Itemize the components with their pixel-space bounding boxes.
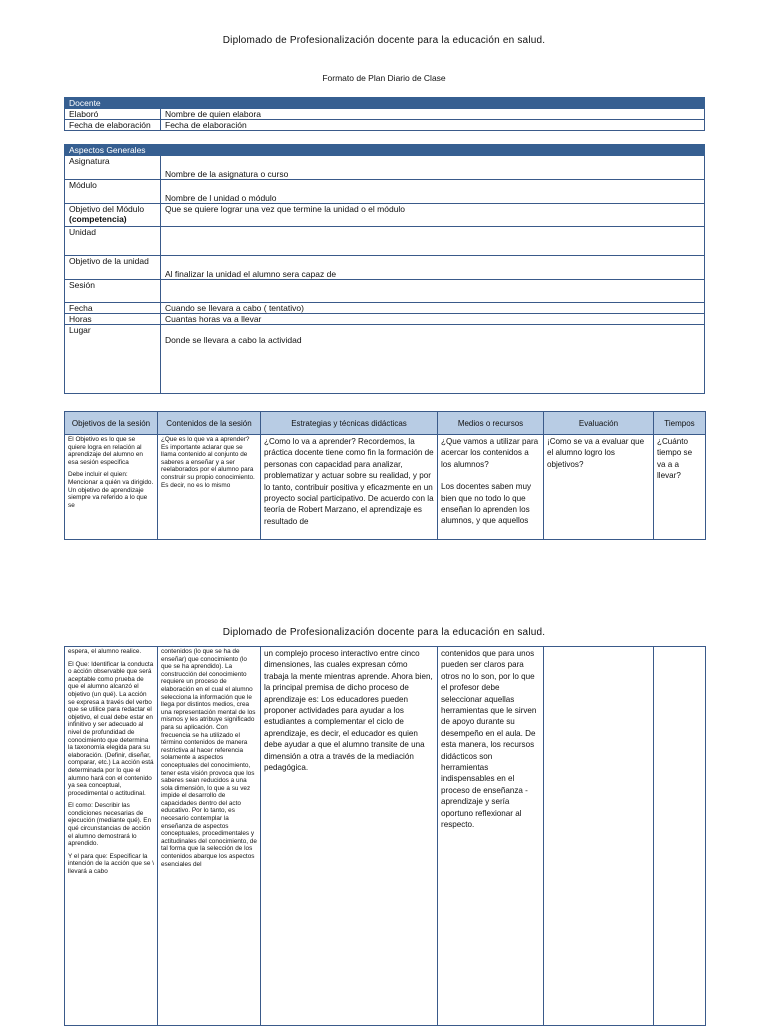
p1-medios-para-2: Los docentes saben muy bien que no todo lo que enseñan lo aprenden los alumnos, y que aquellos bbox=[441, 482, 531, 526]
page-header-title: Diplomado de Profesionalización docente para la educación en salud. bbox=[222, 35, 546, 46]
objetivo-unidad-value: Al finalizar la unidad el alumno sera capaz de bbox=[161, 256, 705, 280]
plan-table-page2 bbox=[64, 646, 706, 1026]
objetivo-modulo-label bbox=[65, 204, 161, 227]
p2-medios-cell bbox=[438, 647, 544, 1026]
elaboro-value: Nombre de quien elabora bbox=[161, 109, 705, 120]
p1-objetivos-para-1: El Objetivo es lo que se quiere logra en relación al aprendizaje del alumno en esa sesión especifica bbox=[68, 436, 143, 466]
header-objetivos: Objetivos de la sesión bbox=[65, 412, 158, 435]
p1-evaluacion-text: ¡Como se va a evaluar que el alumno logro los objetivos? bbox=[547, 437, 645, 469]
unidad-label: Unidad bbox=[65, 227, 161, 256]
p2-evaluacion-text bbox=[547, 648, 650, 1024]
p2-contenidos-cell bbox=[158, 647, 261, 1026]
p1-contenidos-text: ¿Que es lo que va a aprender? Es importante aclarar que se llama contenido al conjunto de saberes a enseñar y a ser reelaborados por el alumno para construir su propio conocimiento. Es decir, no es lo mismo bbox=[161, 436, 255, 489]
asignatura-value: Nombre de la asignatura o curso bbox=[161, 156, 705, 180]
p1-tiempos-cell bbox=[654, 435, 706, 540]
p2-estrategias-cell bbox=[261, 647, 438, 1026]
p1-medios-para-1: ¿Que vamos a utilizar para acercar los contenidos a los alumnos? bbox=[441, 437, 539, 469]
p1-estrategias-cell bbox=[261, 435, 438, 540]
docente-section-header: Docente bbox=[65, 98, 705, 109]
objetivo-modulo-label-line2: (competencia) bbox=[69, 214, 127, 224]
p1-estrategias-text: ¿Como lo va a aprender? Recordemos, la práctica docente tiene como fin la formación de personas con capacidad para analizar, problematizar y actuar sobre su realidad, y por lo tanto, contribuir positiva y eficazmente en un proyecto social participativo. De acuerdo con la teoría de Robert Marzano, el aprendizaje es resultado de bbox=[264, 437, 434, 526]
docente-table bbox=[64, 97, 705, 131]
fecha-label: Fecha bbox=[65, 303, 161, 314]
p2-tiempos-cell bbox=[654, 647, 706, 1026]
fecha-value: Cuando se llevara a cabo ( tentativo) bbox=[161, 303, 705, 314]
p1-medios-cell bbox=[438, 435, 544, 540]
fecha-elaboracion-value: Fecha de elaboración bbox=[161, 120, 705, 131]
unidad-value bbox=[161, 227, 705, 256]
lugar-value: Donde se llevara a cabo la actividad bbox=[161, 325, 705, 394]
p2-contenidos-text: contenidos (lo que se ha de enseñar) que conocimiento (lo que se ha aprendido). La construcción del conocimiento requiere un proceso de elaboración en el cual el alumno selecciona la información que le llega por distintos medios, crea una representación mental de los mismos y les atribuye significado para su aplicación. Con frecuencia se ha utilizado el término contenidos de manera restrictiva al hacer referencia solamente a aspectos conceptuales del conocimiento, tener esta visión provoca que los saberes sean reducidos a una sola dimensión, lo que a su vez impide el desarrollo de capacidades dentro del acto educativo. Por lo tanto, es necesario contemplar la enseñanza de aspectos conceptuales, procedimentales y actitudinales del conocimiento, de tal forma que la selección de los contenidos abarque los aspectos esenciales del bbox=[161, 648, 257, 868]
objetivo-modulo-value: Que se quiere lograr una vez que termine la unidad o el módulo bbox=[161, 204, 705, 227]
aspectos-generales-table bbox=[64, 144, 705, 394]
objetivo-unidad-label: Objetivo de la unidad bbox=[65, 256, 161, 280]
p1-evaluacion-cell bbox=[544, 435, 654, 540]
modulo-label: Módulo bbox=[65, 180, 161, 204]
p1-objetivos-para-2: Debe incluir el quien: Mencionar a quién va dirigido. Un objetivo de aprendizaje siempre va referido a lo que se bbox=[68, 471, 154, 509]
horas-label: Horas bbox=[65, 314, 161, 325]
lugar-label: Lugar bbox=[65, 325, 161, 394]
horas-value: Cuantas horas va a llevar bbox=[161, 314, 705, 325]
p2-objetivos-cell bbox=[65, 647, 158, 1026]
p2-objetivos-para-1: espera, el alumno realice. bbox=[68, 648, 142, 655]
p2-objetivos-para-2: El Que: Identificar la conducta o acción observable que será aceptable como prueba de que el alumno alcanzó el objetivo (un qué). La acción se expresa a través del verbo que se utilice para redactar el objetivo, el cual debe estar en infinitivo y ser adecuado al nivel de profundidad de conocimiento que determina la taxonomía elegida para su elaboración. (Definir, diseñar, comparar, etc.) La acción está determinada por lo que el alumno hará con el contenido ya sea conceptual, procedimental o actitudinal. bbox=[68, 660, 154, 797]
p1-tiempos-text: ¿Cuánto tiempo se va a a llevar? bbox=[657, 437, 693, 481]
fecha-elaboracion-label: Fecha de elaboración bbox=[65, 120, 161, 131]
sesion-label: Sesión bbox=[65, 280, 161, 303]
p2-objetivos-para-3: El como: Describir las condiciones necesarias de ejecución (mediante qué). En qué circunstancias de acción el alumno demostrará lo aprendido. bbox=[68, 802, 152, 848]
p2-estrategias-text: un complejo proceso interactivo entre cinco dimensiones, las cuales expresan cómo trabaja la mente mientras aprende. Ahora bien, la principal premisa de dicho proceso de aprendizaje es: Los educadores pueden proponer actividades para ayudar a los estudiantes a complementar el ciclo de aprendizaje, es decir, el educador es quien debe ayudar a que el alumno transite de una dimensión a otra a través de la mediación pedagógica. bbox=[264, 649, 433, 773]
objetivo-modulo-label-line1: Objetivo del Módulo bbox=[69, 204, 145, 214]
header-medios: Medios o recursos bbox=[438, 412, 544, 435]
p1-objetivos-cell bbox=[65, 435, 158, 540]
aspectos-section-header: Aspectos Generales bbox=[65, 145, 705, 156]
header-evaluacion: Evaluación bbox=[544, 412, 654, 435]
elaboro-label: Elaboró bbox=[65, 109, 161, 120]
p2-objetivos-para-4: Y el para que: Especificar la intención de la acción que se \ llevará a cabo bbox=[68, 852, 154, 876]
p1-contenidos-cell bbox=[158, 435, 261, 540]
plan-table-page1 bbox=[64, 411, 706, 540]
p2-tiempos-text bbox=[657, 648, 702, 1024]
header-estrategias: Estrategias y técnicas didácticas bbox=[261, 412, 438, 435]
sesion-value bbox=[161, 280, 705, 303]
header-contenidos: Contenidos de la sesión bbox=[158, 412, 261, 435]
p2-evaluacion-cell bbox=[544, 647, 654, 1026]
asignatura-label: Asignatura bbox=[65, 156, 161, 180]
format-title: Formato de Plan Diario de Clase bbox=[322, 73, 446, 83]
header-tiempos: Tiempos bbox=[654, 412, 706, 435]
page2-header-title: Diplomado de Profesionalización docente para la educación en salud. bbox=[222, 627, 546, 638]
p2-medios-text: contenidos que para unos pueden ser claros para otros no lo son, por lo que el profesor debe seleccionar aquellas herramientas que le sirven de apoyo durante su desempeño en el aula. De esta manera, los recursos didácticos son herramientas indispensables en el proceso de enseñanza - aprendizaje y sería oportuno reflexionar al respecto. bbox=[441, 649, 537, 830]
modulo-value: Nombre de l unidad o módulo bbox=[161, 180, 705, 204]
